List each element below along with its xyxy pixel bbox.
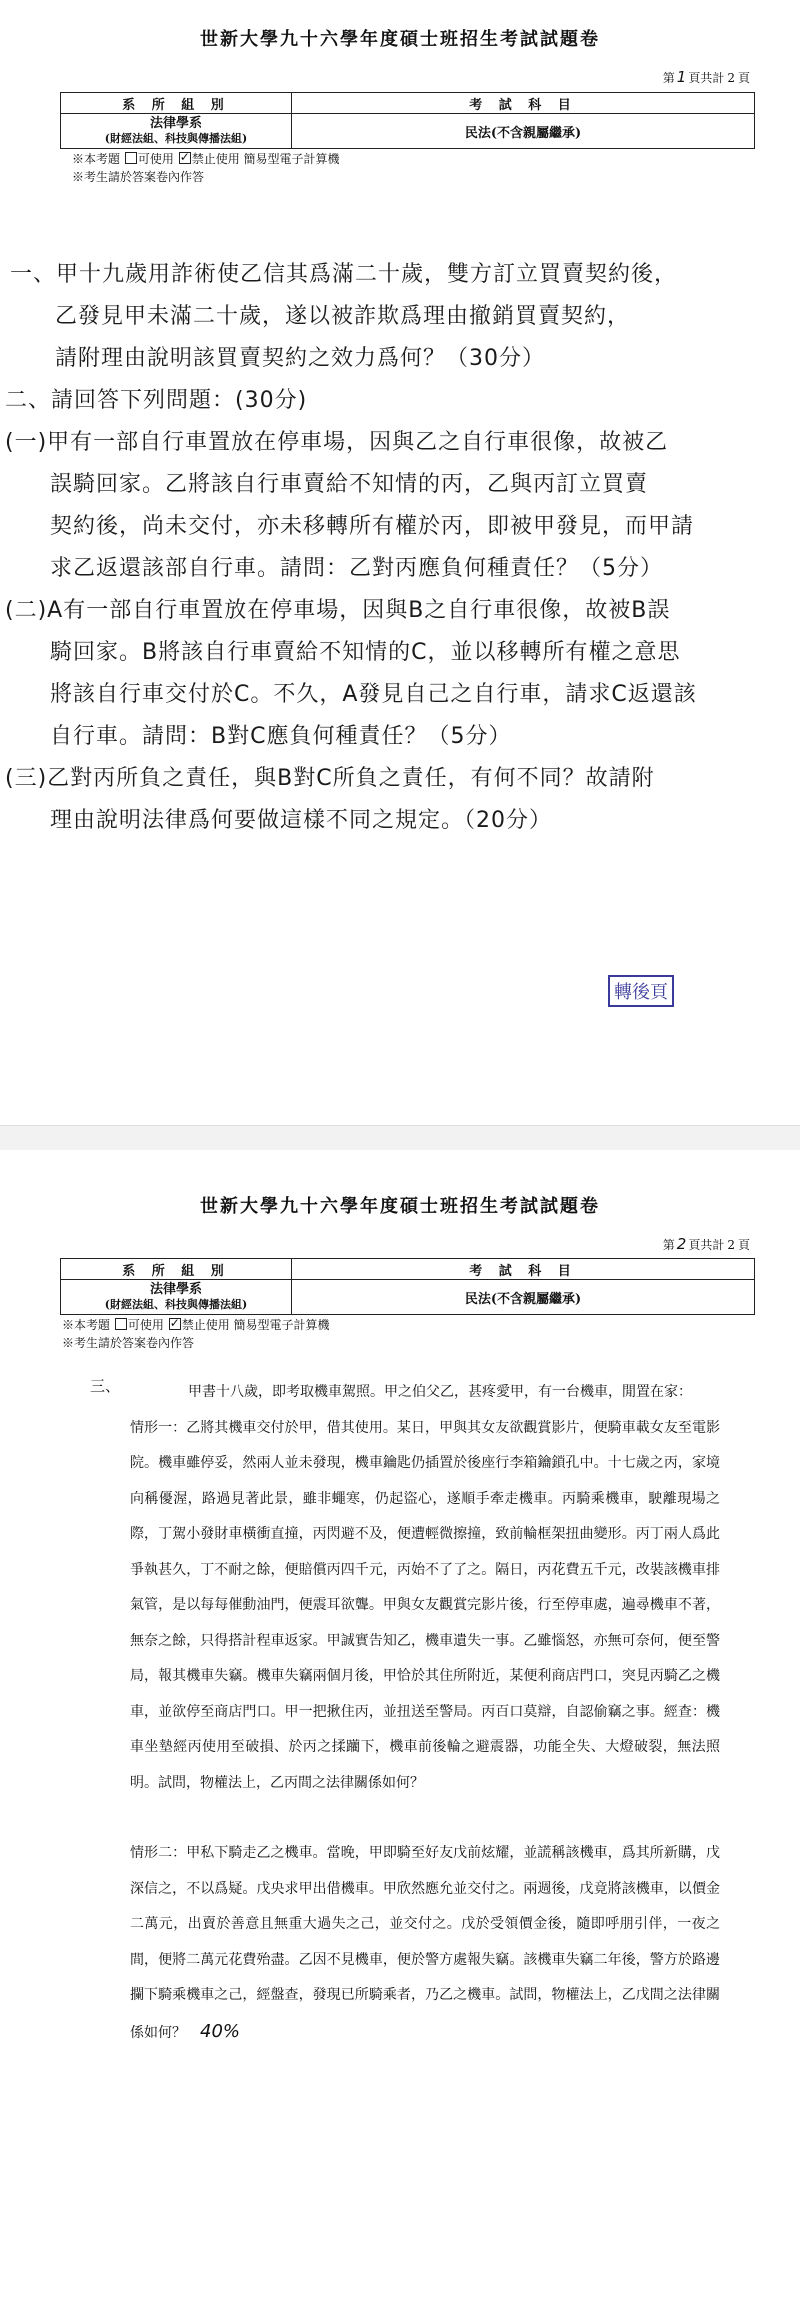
subject-column-header-2: 考 試 科 目 bbox=[292, 1259, 755, 1280]
answer-note: ※考生請於答案卷內作答 bbox=[72, 170, 205, 184]
checkbox-checked-icon-2 bbox=[169, 1318, 181, 1330]
dept-name: 法律學系 bbox=[149, 116, 202, 131]
page-count-prefix: 第 bbox=[662, 71, 675, 85]
dept-cell bbox=[61, 114, 292, 149]
checkbox-unchecked-icon-2 bbox=[115, 1318, 127, 1330]
handwritten-line-5: (一)甲有一部自行車置放在停車場，因與乙之自行車很像，故被乙 bbox=[5, 430, 669, 455]
question-3-intro: 甲書十八歲，即考取機車駕照。甲之伯父乙，甚疼愛甲，有一台機車，閒置在家： bbox=[188, 1384, 692, 1400]
turn-page-stamp: 轉後頁 bbox=[608, 975, 674, 1007]
case-2-text: 情形二：甲私下騎走乙之機車。當晚，甲即騎至好友戊前炫耀，並謊稱該機車，爲其所新購，戊深信之，不以爲疑。戊央求甲出借機車。甲欣然應允並交付之。兩週後，戊竟將該機車，以價金二萬元，出賣於善意且無重大過失之己，並交付之。戊於受領價金後，隨即呼朋引伴，一夜之間，便將二萬元花費殆盡。乙因不見機車，便於警方處報失竊。該機車失竊二年後，警方於路邊攔下騎乘機車之己，經盤查，發現已所騎乘者，乃乙之機車。試問，物權法上，乙戊間之法律關係如何？ bbox=[130, 1845, 720, 2041]
paragraph-gap bbox=[130, 1801, 720, 1836]
calc-note-prefix: ※本考題 bbox=[72, 152, 121, 166]
page-number: 1 bbox=[676, 68, 687, 86]
dept-cell-2 bbox=[61, 1280, 292, 1315]
handwritten-line-6: 誤騎回家。乙將該自行車賣給不知情的丙，乙與丙訂立買賣 bbox=[50, 472, 649, 497]
exam-notes bbox=[72, 150, 340, 186]
exam-header-table-2 bbox=[60, 1258, 755, 1315]
exam-page-1 bbox=[0, 0, 800, 1125]
handwritten-line-3: 請附理由說明該買賣契約之效力爲何？（30分） bbox=[55, 346, 545, 371]
handwritten-line-4: 二、請回答下列問題：(30分) bbox=[5, 388, 308, 413]
calculator-note-2 bbox=[62, 1316, 330, 1334]
checkbox-unchecked-icon bbox=[125, 152, 137, 164]
dept-subgroups-2: (財經法組、科技與傳播法組) bbox=[104, 1298, 248, 1311]
exam-header-table bbox=[60, 92, 755, 149]
dept-column-header: 系 所 組 別 bbox=[61, 93, 292, 114]
exam-notes-2 bbox=[62, 1316, 330, 1352]
page-separator bbox=[0, 1125, 800, 1151]
calculator-note bbox=[72, 150, 340, 168]
handwritten-line-13: (三)乙對丙所負之責任，與B對C所負之責任，有何不同？故請附 bbox=[5, 766, 655, 791]
calc-note-suffix-2: 簡易型電子計算機 bbox=[233, 1318, 330, 1332]
calc-forbidden-label: 禁止使用 bbox=[191, 152, 240, 166]
handwritten-line-11: 將該自行車交付於C。不久，A發見自己之自行車，請求C返還該 bbox=[50, 682, 697, 707]
page-count-mid: 頁共計 bbox=[688, 71, 725, 85]
dept-name-2: 法律學系 bbox=[149, 1282, 202, 1297]
handwritten-line-9: (二)A有一部自行車置放在停車場，因與B之自行車很像，故被B誤 bbox=[5, 598, 671, 623]
subject-column-header: 考 試 科 目 bbox=[292, 93, 755, 114]
dept-column-header-2: 系 所 組 別 bbox=[61, 1259, 292, 1280]
exam-title: 世新大學九十六學年度碩士班招生考試試題卷 bbox=[200, 29, 600, 50]
handwritten-line-2: 乙發見甲未滿二十歲，遂以被詐欺爲理由撤銷買賣契約， bbox=[55, 304, 631, 329]
page-count-suffix: 頁 bbox=[737, 71, 750, 85]
page-total: 2 bbox=[727, 71, 735, 85]
case-2-paragraph bbox=[130, 1836, 720, 2051]
exam-title-2: 世新大學九十六學年度碩士班招生考試試題卷 bbox=[200, 1196, 600, 1217]
handwritten-line-10: 騎回家。B將該自行車賣給不知情的C，並以移轉所有權之意思 bbox=[50, 640, 681, 665]
calc-forbidden-label-2: 禁止使用 bbox=[181, 1318, 230, 1332]
handwritten-line-7: 契約後，尚未交付，亦未移轉所有權於丙，即被甲發見，而甲請 bbox=[50, 514, 695, 539]
handwritten-line-1: 一、甲十九歲用詐術使乙信其爲滿二十歲，雙方訂立買賣契約後， bbox=[10, 262, 678, 287]
page-count bbox=[663, 68, 750, 86]
page-total-2: 2 bbox=[727, 1238, 735, 1252]
calc-note-prefix-2: ※本考題 bbox=[62, 1318, 111, 1332]
score-annotation: 40% bbox=[200, 2020, 241, 2042]
calc-note-suffix: 簡易型電子計算機 bbox=[243, 152, 340, 166]
page-number-2: 2 bbox=[676, 1235, 687, 1253]
subject-name-2: 民法(不含親屬繼承) bbox=[292, 1280, 755, 1315]
checkbox-checked-icon bbox=[179, 152, 191, 164]
page-count-suffix-2: 頁 bbox=[737, 1238, 750, 1252]
case-1-text: 情形一：乙將其機車交付於甲，借其使用。某日，甲與其女友欲觀賞影片，便騎車載女友至電影院。機車雖停妥，然兩人並未發現，機車鑰匙仍插置於後座行李箱鑰鎖孔中。十七歲之丙，家境向稱優渥，路過見著此景，雖非蠅寒，仍起盜心，遂順手牽走機車。丙騎乘機車，駛離現場之際，丁駕小發財車橫衝直撞，丙閃避不及，便遭輕微擦撞，致前輪框架扭曲變形。丙丁兩人爲此爭執甚久，丁不耐之餘，便賠償丙四千元，丙始不了了之。隔日，丙花費五千元，改裝該機車排氣管，是以每每催動油門，便震耳欲聾。甲與女友觀賞完影片後，行至停車處，遍尋機車不著，無奈之餘，只得搭計程車返家。甲誠實告知乙，機車遺失一事。乙雖惱怒，亦無可奈何，便至警局，報其機車失竊。機車失竊兩個月後，甲恰於其住所附近，某便利商店門口，突見丙騎乙之機車，並欲停至商店門口。甲一把揪住丙，並扭送至警局。丙百口莫辯，自認偷竊之事。經查：機車坐墊經丙使用至破損、於丙之揉躪下，機車前後輪之避震器，功能全失、大燈破裂，無法照明。試問，物權法上，乙丙間之法律關係如何？ bbox=[130, 1419, 720, 1791]
dept-subgroups: (財經法組、科技與傳播法組) bbox=[104, 132, 248, 145]
handwritten-line-12: 自行車。請問：B對C應負何種責任？（5分） bbox=[50, 724, 512, 749]
page-count-prefix-2: 第 bbox=[662, 1238, 675, 1252]
page-count-mid-2: 頁共計 bbox=[688, 1238, 725, 1252]
page-count-2 bbox=[663, 1235, 750, 1253]
calc-allowed-label-2: 可使用 bbox=[127, 1318, 164, 1332]
calc-allowed-label: 可使用 bbox=[137, 152, 174, 166]
question-3-number: 三、 bbox=[90, 1377, 121, 1395]
question-3-body bbox=[130, 1375, 720, 2051]
handwritten-line-8: 求乙返還該部自行車。請問：乙對丙應負何種責任？（5分） bbox=[50, 556, 663, 581]
subject-name: 民法(不含親屬繼承) bbox=[292, 114, 755, 149]
answer-note-2: ※考生請於答案卷內作答 bbox=[62, 1336, 195, 1350]
handwritten-line-14: 理由說明法律爲何要做這樣不同之規定。（20分） bbox=[50, 808, 552, 833]
